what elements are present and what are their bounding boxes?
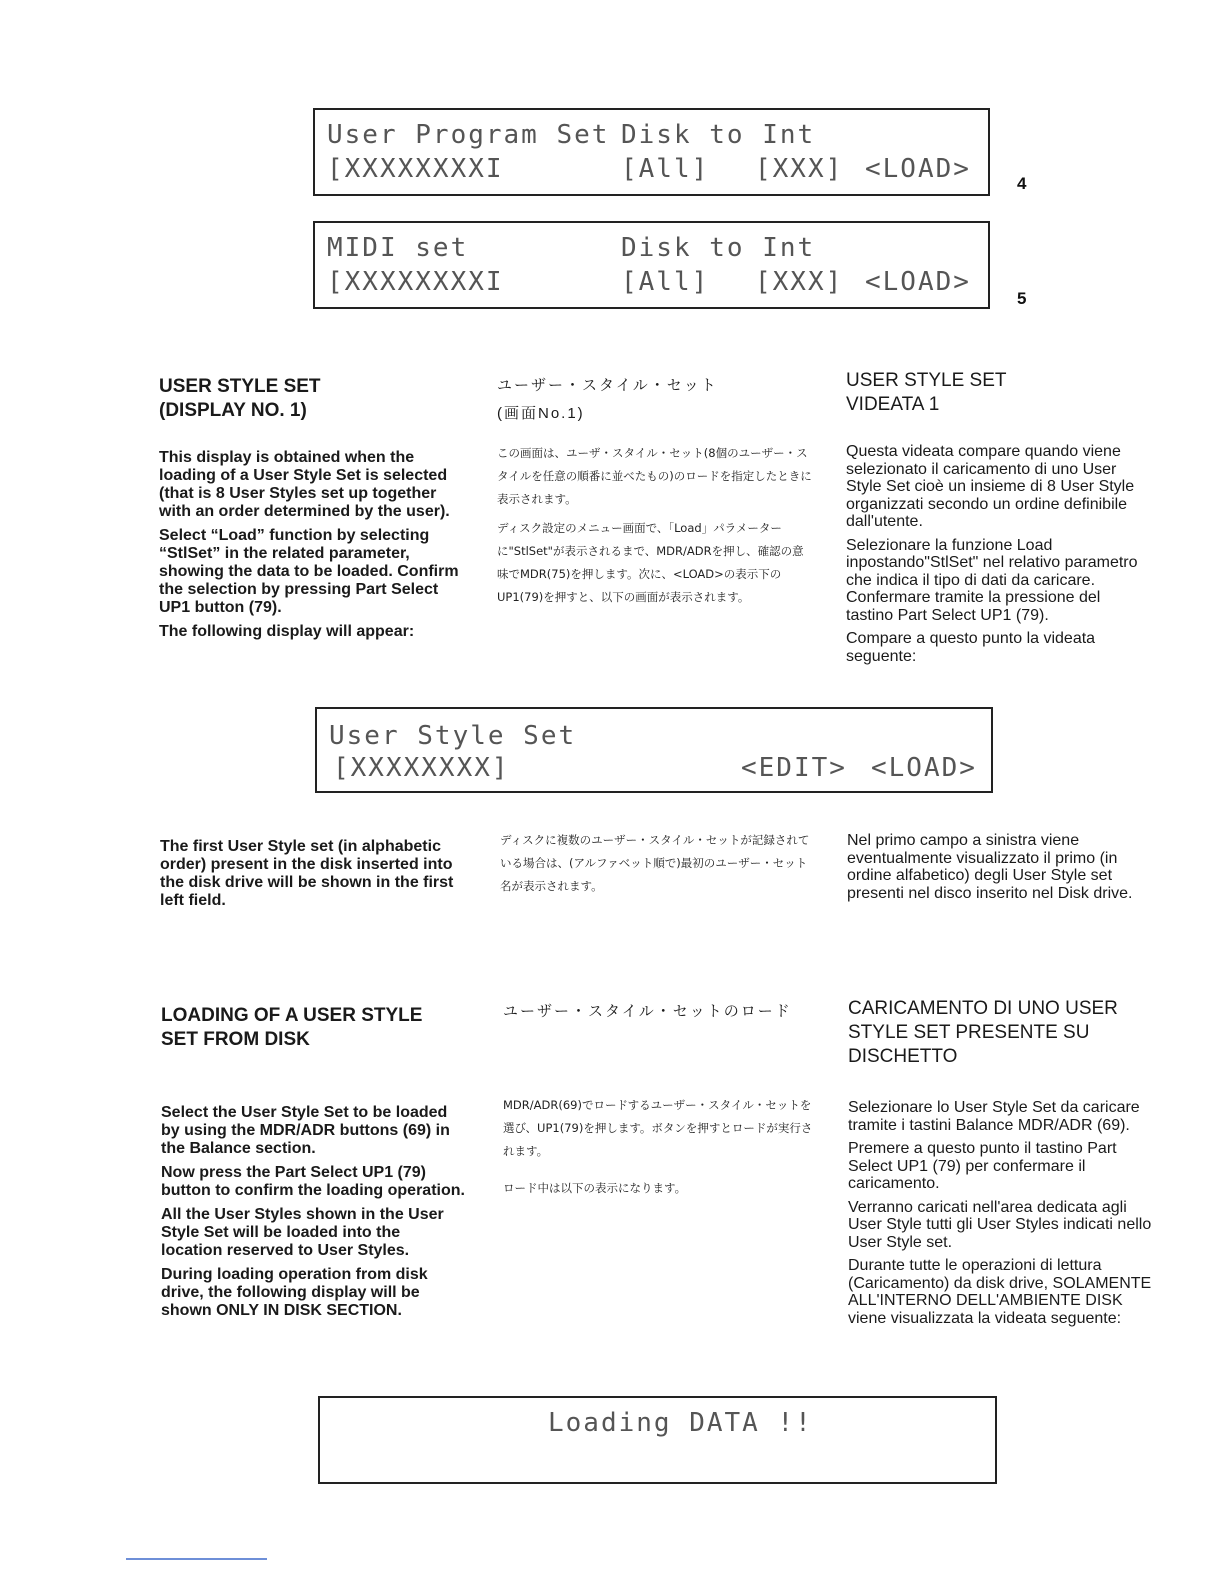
section3-italian [848,997,1153,1333]
figure-number: 5 [1017,289,1027,308]
lcd-line2-edit: <EDIT> [741,753,847,783]
paragraph: ディスク設定のメニュー画面で、「Load」パラメーターに"StlSet"が表示されるまで、MDR/ADRを押し、確認の意味でMDR(75)を押します。次に、<LOAD>の表示下のUP1(79)を押すと、以下の画面が表示されます。 [497,521,804,604]
paragraph: All the User Styles shown in the User Style Set will be loaded into the location reserved to User Styles. [161,1206,444,1259]
section-title: USER STYLE SET [159,376,321,397]
section3-japanese [503,998,816,1206]
paragraph: Durante tutte le operazioni di lettura (Caricamento) da disk drive, SOLAMENTE ALL'INTERNO DELL'AMBIENTE DISK viene visualizzata la videata seguente: [848,1257,1152,1327]
paragraph: Select the User Style Set to be loaded by using the MDR/ADR buttons (69) in the Balance section. [161,1104,450,1157]
paragraph: Questa videata compare quando viene selezionato il caricamento di uno User Style Set cioè un insieme di 8 User Style organizzati secondo un ordine definibile dall'utente. [846,443,1135,530]
lcd-line2-name: [XXXXXXXXI [327,154,504,184]
paragraph: Selezionare lo User Style Set da caricare tramite i tastini Balance MDR/ADR (69). [848,1099,1140,1134]
paragraph: During loading operation from disk drive, the following display will be shown ONLY IN DISK SECTION. [161,1266,428,1319]
paragraph: The following display will appear: [159,623,415,640]
paragraph: Compare a questo punto la videata seguente: [846,630,1096,665]
lcd-user-style-set [315,707,993,793]
lcd-line2-all: [All] [621,154,710,184]
section-subtitle: SET FROM DISK [161,1029,310,1050]
lcd-line2-all: [All] [621,267,710,297]
lcd-line2-xxx: [XXX] [755,154,844,184]
lcd-line2-name: [XXXXXXXXI [327,267,504,297]
paragraph: Now press the Part Select UP1 (79) button to confirm the loading operation. [161,1164,465,1199]
section2-italian [847,832,1150,908]
lcd-line2-load: <LOAD> [865,154,971,184]
paragraph: Select “Load” function by selecting “StlSet” in the related parameter, showing the data to be loaded. Confirm the selection by pressing Part Select UP1 button (79). [159,527,459,616]
lcd-line1-right: Disk to Int [621,120,816,150]
lcd-loading-data [318,1396,997,1484]
lcd-line1-left: User Program Set [327,120,610,150]
paragraph: Premere a questo punto il tastino Part Select UP1 (79) per confermare il caricamento. [848,1140,1117,1192]
lcd-user-program-set [313,108,990,196]
section-title: CARICAMENTO DI UNO USER [848,998,1118,1019]
lcd-line1-right: Disk to Int [621,233,816,263]
section-title: LOADING OF A USER STYLE [161,1005,423,1026]
section-title: USER STYLE SET [846,370,1007,391]
paragraph: This display is obtained when the loading of a User Style Set is selected (that is 8 User Styles set up together with an order determined by the user). [159,449,450,520]
paragraph: ロード中は以下の表示になります。 [503,1181,687,1195]
section-subtitle: (DISPLAY NO. 1) [159,400,307,421]
section-subtitle: (画面No.1) [497,405,585,422]
section-title: ユーザー・スタイル・セット [497,377,718,394]
figure-number: 4 [1017,174,1027,193]
section1-japanese [497,372,815,615]
section-title: STYLE SET PRESENTE SU [848,1022,1090,1043]
lcd-line2-load: <LOAD> [865,267,971,297]
section2-english [160,838,463,916]
paragraph: Verranno caricati nell'area dedicata agli User Style tutti gli User Styles indicati nello User Style set. [848,1198,1152,1251]
lcd-line1: Loading DATA !! [548,1408,813,1438]
lcd-line1-left: MIDI set [327,233,469,263]
section1-italian [846,369,1149,671]
paragraph: Selezionare la funzione Load inpostando"StlSet" nel relativo parametro che indica il tipo di dati da caricare. Confermare tramite la pressione del tastino Part Select UP1 (79). [846,536,1138,624]
lcd-line2-load: <LOAD> [871,753,977,783]
lcd-line2-name: [XXXXXXXX] [333,753,510,783]
page-mark [126,1558,267,1560]
lcd-line1: User Style Set [329,721,577,751]
section1-english [159,375,462,647]
paragraph: The first User Style set (in alphabetic order) present in the disk inserted into the disk drive will be shown in the first left field. [160,838,454,909]
section-title: DISCHETTO [848,1046,958,1067]
lcd-line2-xxx: [XXX] [755,267,844,297]
section-subtitle: VIDEATA 1 [846,394,940,415]
section-title: ユーザー・スタイル・セットのロード [503,1003,792,1020]
paragraph: ディスクに複数のユーザー・スタイル・セットが記録されている場合は、(アルファベット順で)最初のユーザー・セット名が表示されます。 [500,833,810,893]
paragraph: この画面は、ユーザ・スタイル・セット(8個のユーザー・スタイルを任意の順番に並べたもの)のロードを指定したときに表示されます。 [497,446,812,506]
paragraph: MDR/ADR(69)でロードするユーザー・スタイル・セットを選び、UP1(79)を押します。ボタンを押すとロードが実行されます。 [503,1098,813,1158]
section3-english [161,1004,465,1326]
lcd-midi-set [313,221,990,309]
section2-japanese [500,829,816,904]
paragraph: Nel primo campo a sinistra viene eventualmente visualizzato il primo (in ordine alfabetico) degli User Style set presenti nel disco inserito nel Disk drive. [847,832,1133,902]
